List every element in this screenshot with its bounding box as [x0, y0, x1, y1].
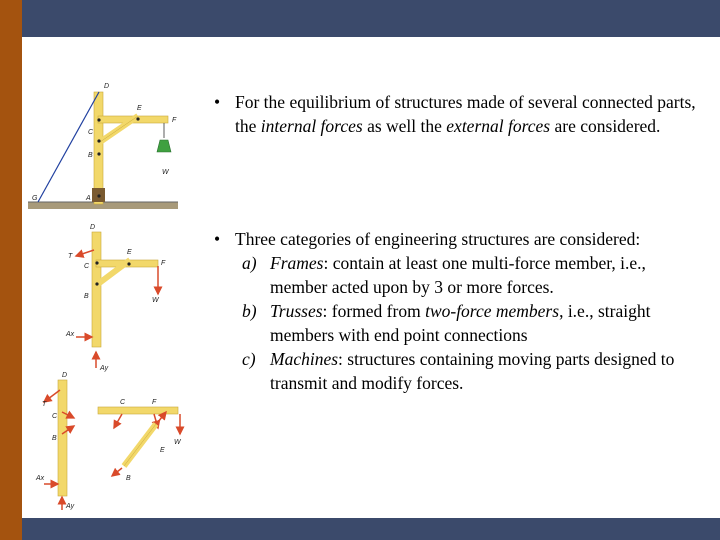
svg-text:D: D	[62, 372, 68, 379]
category-desc-a: : formed from	[322, 301, 426, 321]
svg-text:B: B	[88, 152, 93, 159]
category-label: b)	[242, 301, 257, 321]
bullet1-em-external: external forces	[446, 116, 551, 136]
svg-text:E: E	[137, 105, 142, 112]
frame-member-diagrams	[35, 372, 182, 510]
svg-text:E: E	[127, 249, 132, 256]
svg-text:B: B	[84, 293, 89, 300]
bullet1-text-a: For the equilibrium of structures made of several connected parts, the	[235, 92, 696, 136]
frame-figure-complete	[28, 83, 178, 209]
frame-diagrams	[28, 72, 200, 512]
category-label: c)	[242, 349, 256, 369]
svg-text:W: W	[152, 297, 159, 304]
svg-text:E: E	[160, 447, 165, 454]
category-label: a)	[242, 253, 257, 273]
bullet1-em-internal: internal forces	[260, 116, 363, 136]
footer-bar	[22, 518, 720, 540]
svg-text:F: F	[172, 117, 177, 124]
left-accent-bar	[0, 0, 22, 540]
category-term: Machines	[270, 349, 339, 369]
bullet1-text-c: are considered.	[550, 116, 661, 136]
svg-text:C: C	[84, 263, 90, 270]
svg-text:Ay: Ay	[66, 503, 75, 510]
category-frames	[212, 251, 702, 299]
svg-text:Ay: Ay	[100, 365, 109, 372]
bullet-dot: •	[214, 92, 221, 112]
svg-text:W: W	[162, 169, 169, 176]
svg-text:T: T	[68, 253, 73, 260]
category-term: Trusses	[270, 301, 323, 321]
svg-text:G: G	[32, 195, 38, 202]
bullet2-intro: Three categories of engineering structures are considered:	[235, 229, 641, 249]
bullet-internal-forces	[212, 90, 702, 138]
header-bar	[22, 0, 720, 37]
category-machines	[212, 347, 702, 395]
frame-free-body-diagram	[65, 224, 166, 372]
bullet-categories	[212, 227, 702, 251]
svg-text:T: T	[42, 401, 47, 408]
svg-text:C: C	[120, 399, 126, 406]
svg-text:B: B	[52, 435, 57, 442]
category-desc-b: , i.e., straight members with end point connections	[270, 301, 651, 345]
category-trusses	[212, 299, 702, 347]
bullet-dot: •	[214, 229, 221, 249]
svg-text:A: A	[86, 195, 91, 202]
category-desc: : contain at least one multi-force member, i.e., member acted upon by 3 or more forces.	[270, 253, 646, 297]
category-em: two-force members	[425, 301, 560, 321]
svg-text:Ax: Ax	[66, 331, 75, 338]
bullet1-text-b: as well the	[362, 116, 447, 136]
svg-text:Ax: Ax	[36, 475, 45, 482]
category-term: Frames	[270, 253, 324, 273]
slide-content	[212, 90, 702, 395]
svg-text:W: W	[174, 439, 181, 446]
category-desc: : structures containing moving parts designed to transmit and modify forces.	[270, 349, 675, 393]
svg-text:D: D	[104, 83, 110, 90]
svg-text:D: D	[90, 224, 96, 231]
svg-text:C: C	[88, 129, 94, 136]
svg-text:F: F	[152, 399, 157, 406]
svg-text:C: C	[52, 413, 58, 420]
svg-text:F: F	[161, 260, 166, 267]
svg-text:B: B	[126, 475, 131, 482]
